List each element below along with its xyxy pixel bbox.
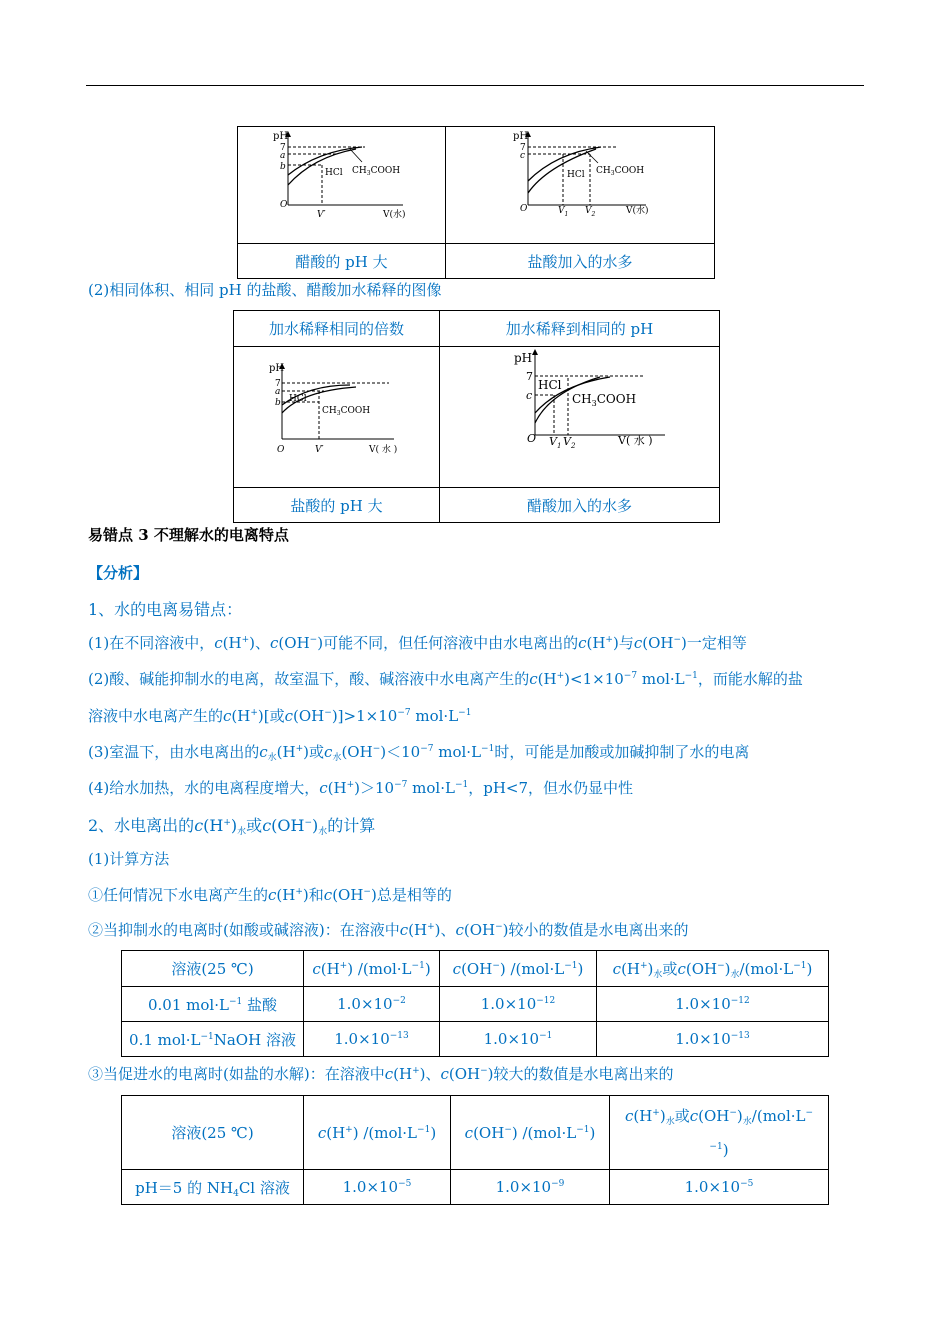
point1-item2-cont: 溶液中水电离产生的c(H+)[或$c(OH^-)]>1\times 10^{-7}$ $mol\cdot L^{-1}$: [88, 707, 472, 725]
dilution-graph-same-multiple: [234, 347, 439, 483]
graph-cell-right: [446, 127, 715, 244]
hcl-label: HCl: [538, 378, 562, 392]
cell-solution: 0.1 $mol\cdot L^{-1}NaOH$ 溶液: [122, 1022, 304, 1057]
v-prime-label: V′: [315, 445, 324, 455]
v2-label: $V_2$: [585, 206, 596, 218]
origin-label: O: [280, 200, 288, 210]
cell-value: $1.0\times 10^{-5}$: [610, 1170, 829, 1205]
axis-ph-label: pH: [514, 351, 533, 365]
point1-title: 1、水的电离易错点：: [88, 600, 243, 619]
tick-7: 7: [526, 370, 533, 383]
acetic-label: $CH_3COOH$: [352, 166, 401, 177]
point1-item3: (3)室温下，由水电离出的$c_水(H^+)$或$c_水(OH^-)<10^{-7}$ $mol\cdot L^{-1}$时，可能是加酸或加碱抑制了水的电离: [88, 743, 750, 763]
cell-value: $1.0\times 10^{-5}$: [304, 1170, 451, 1205]
dilution-graph-acetic-ph: [238, 127, 445, 239]
calc-rule-2: ②当抑制水的电离时(如酸或碱溶液)：在溶液中c(H+)、c(OH−)较小的数值是水电离出来的: [88, 921, 689, 939]
v1-label: $V_1$: [558, 206, 569, 218]
tick-7: 7: [520, 143, 526, 153]
cell-value: $1.0\times 10^{-2}$: [304, 987, 440, 1022]
graph-cell-left: [234, 347, 440, 488]
calc-rule-1: ①任何情况下水电离产生的c(H+)和c(OH−)总是相等的: [88, 886, 452, 904]
col-ch: c(H+) $/(mol\cdot L^{-1})$: [304, 951, 440, 987]
inhibit-table: [121, 950, 829, 1057]
tick-a: a: [280, 151, 286, 161]
calc-method: (1)计算方法: [88, 850, 170, 868]
v-prime-label: V′: [317, 210, 326, 220]
col-coh: c(OH−) $/(mol\cdot L^{-1})$: [440, 951, 597, 987]
v-water-label: V(水): [626, 206, 649, 216]
hcl-label: HCl: [325, 168, 343, 178]
tick-c: c: [526, 389, 533, 402]
table1-right-label: 盐酸加入的水多: [446, 244, 715, 279]
col-ch: c(H+) $/(mol\cdot L^{-1})$: [304, 1096, 451, 1170]
acetic-label: $CH_3COOH$: [322, 406, 371, 417]
tick-7: 7: [280, 143, 286, 153]
cell-value: $1.0\times 10^{-1}$: [440, 1022, 597, 1057]
axis-ph-label: pH: [269, 363, 285, 374]
table2-header-right: 加水稀释到相同的 pH: [440, 311, 720, 347]
point1-item1: (1)在不同溶液中，c(H+)、c(OH−)可能不同，但任何溶液中由水电离出的c(H+)与c(OH−)一定相等: [88, 634, 747, 652]
cell-value: $1.0\times 10^{-13}$: [597, 1022, 829, 1057]
tick-7: 7: [275, 379, 281, 389]
hcl-label: HCl: [567, 170, 585, 180]
table-row: [122, 1022, 829, 1057]
origin-label: O: [277, 445, 285, 455]
acetic-label: $CH_3COOH$: [572, 392, 637, 408]
axis-ph-label: pH: [273, 131, 289, 142]
table2-left-label: 盐酸的 pH 大: [234, 488, 440, 523]
heading-pitfall-3: 易错点 3 不理解水的电离特点: [88, 526, 289, 544]
tick-a: a: [275, 387, 281, 397]
graph-cell-right: [440, 347, 720, 488]
dilution-table-1: [237, 126, 715, 279]
point2-title: 2、水电离出的$c(H^+)_水$或$c(OH^-)_水$的计算: [88, 816, 376, 837]
dilution-graph-hcl-water: [446, 127, 714, 239]
table-row: [122, 1170, 829, 1205]
header-rule: [86, 85, 864, 86]
tick-b: b: [280, 162, 286, 172]
point1-item2: (2)酸、碱能抑制水的电离，故室温下，酸、碱溶液中水电离产生的$c(H^+)<1\times 10^{-7}$ $mol\cdot L^{-1}$，而能水解的盐: [88, 670, 803, 688]
cell-value: $1.0\times 10^{-13}$: [304, 1022, 440, 1057]
acetic-label: $CH_3COOH$: [596, 166, 645, 177]
v-water-label: V(水): [383, 210, 406, 220]
cell-value: $1.0\times 10^{-9}$: [451, 1170, 610, 1205]
dilution-table-2: [233, 310, 720, 523]
analysis-label: 【分析】: [88, 564, 149, 582]
v-water-label: V( 水 ): [369, 445, 398, 455]
cell-value: $1.0\times 10^{-12}$: [440, 987, 597, 1022]
col-solution: 溶液(25 ℃): [122, 951, 304, 987]
col-water: $c(H^+)_水$或$c(OH^-)_水/(mol\cdot L^{-1})$: [597, 951, 829, 987]
promote-table: [121, 1095, 829, 1205]
table-row: [122, 987, 829, 1022]
section2-title: (2)相同体积、相同 pH 的盐酸、醋酸加水稀释的图像: [88, 281, 442, 299]
cell-value: $1.0\times 10^{-12}$: [597, 987, 829, 1022]
table2-right-label: 醋酸加入的水多: [440, 488, 720, 523]
v-water-label: V( 水 ): [618, 434, 653, 447]
cell-solution: 0.01 $mol\cdot L^{-1}$ 盐酸: [122, 987, 304, 1022]
v2-label: $V_2$: [563, 435, 576, 450]
table2-header-left: 加水稀释相同的倍数: [234, 311, 440, 347]
col-solution: 溶液(25 ℃): [122, 1096, 304, 1170]
table1-left-label: 醋酸的 pH 大: [238, 244, 446, 279]
calc-rule-3: ③当促进水的电离时(如盐的水解)：在溶液中c(H+)、c(OH−)较大的数值是水电离出来的: [88, 1065, 674, 1083]
col-water: $c(H^+)_水$或$c(OH^-)_水/(mol\cdot L^-$ $^{-1}$): [610, 1096, 829, 1170]
axis-ph-label: pH: [513, 131, 529, 142]
hcl-label: HCl: [289, 394, 307, 404]
origin-label: O: [520, 204, 528, 214]
cell-solution: pH＝5 的 $NH_4Cl$ 溶液: [122, 1170, 304, 1205]
v1-label: $V_1$: [549, 435, 562, 450]
tick-b: b: [275, 398, 281, 408]
graph-cell-left: [238, 127, 446, 244]
tick-c: c: [520, 151, 526, 161]
point1-item4: (4)给水加热，水的电离程度增大，$c(H^+)>10^{-7}$ $mol\cdot L^{-1}$，pH<7，但水仍显中性: [88, 779, 634, 797]
col-coh: c(OH−) $/(mol\cdot L^{-1})$: [451, 1096, 610, 1170]
dilution-graph-same-ph: [440, 347, 719, 483]
origin-label: O: [527, 432, 537, 445]
